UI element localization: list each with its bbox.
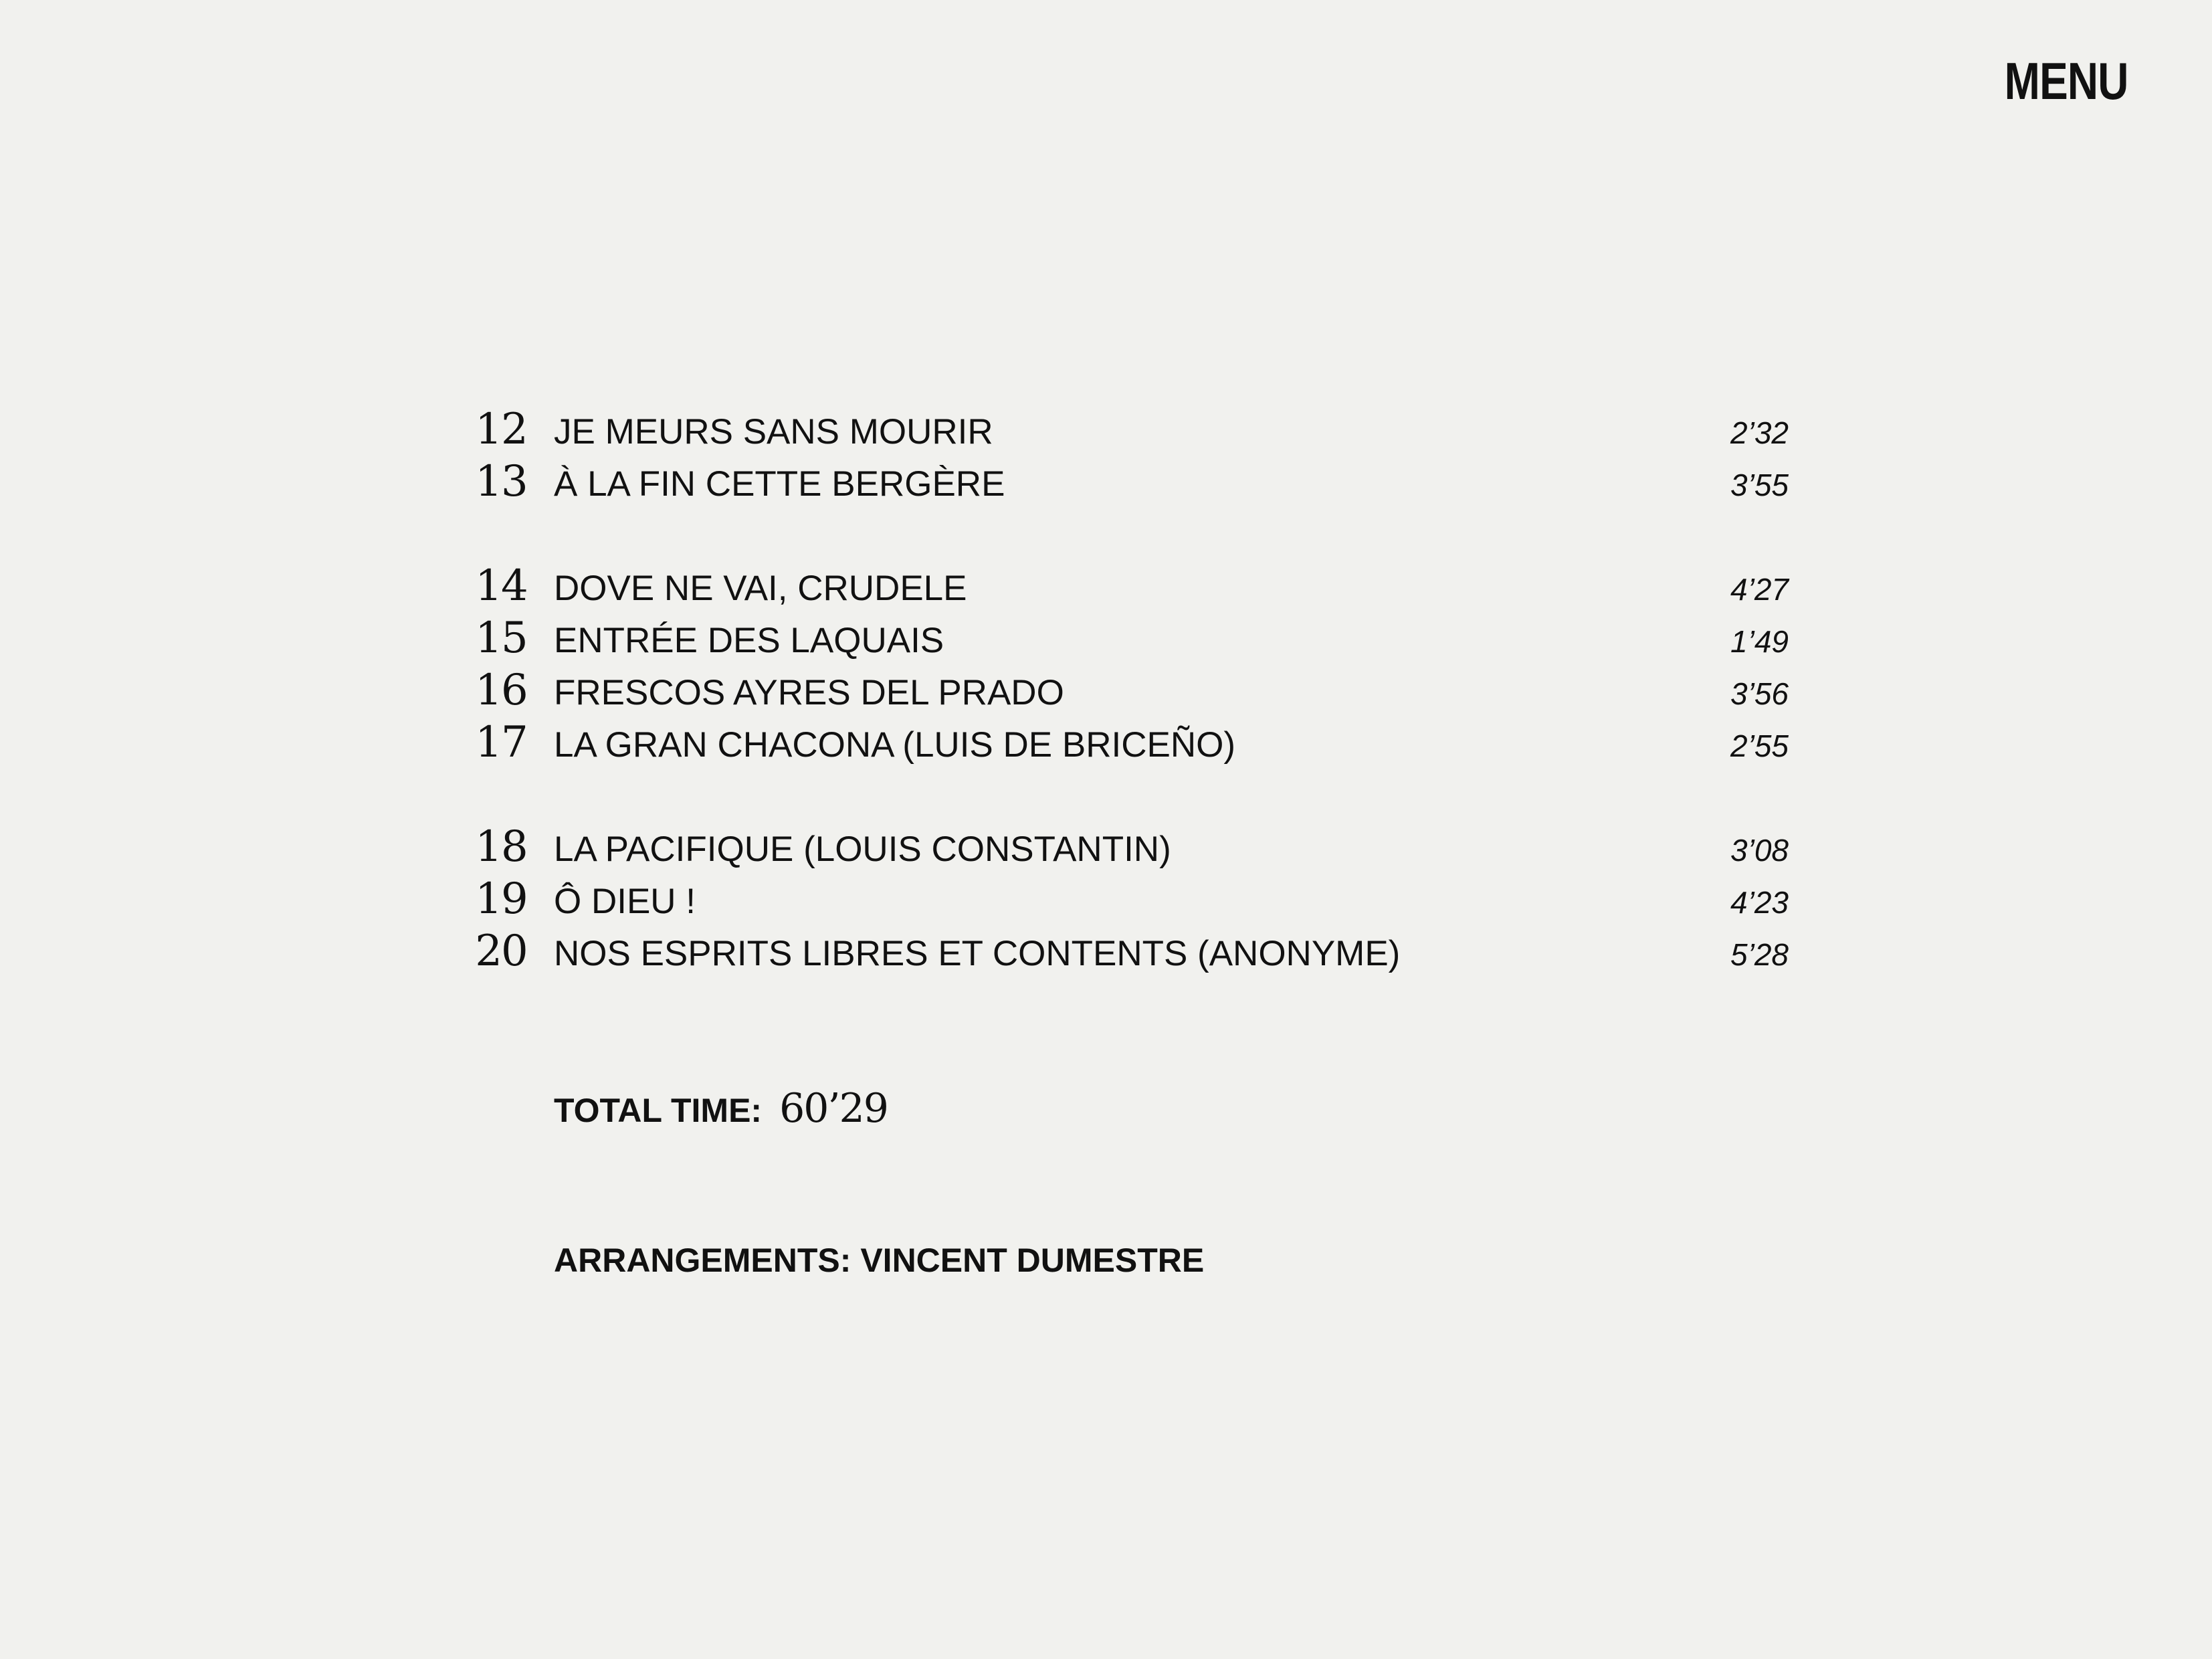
arrangements-credit: ARRANGEMENTS: VINCENT DUMESTRE	[554, 1242, 1205, 1279]
track-duration: 3’08	[1730, 833, 1789, 868]
total-time-value: 60’29	[779, 1085, 888, 1132]
menu-button[interactable]: MENU	[2004, 52, 2128, 110]
track-duration: 5’28	[1730, 937, 1789, 972]
track-duration: 3’56	[1730, 676, 1789, 711]
track-number: 16	[475, 666, 527, 715]
track-row[interactable]	[448, 822, 1793, 874]
track-row[interactable]	[448, 405, 1793, 457]
track-number: 15	[475, 613, 527, 663]
track-duration: 1’49	[1730, 624, 1789, 659]
track-row[interactable]	[448, 457, 1793, 509]
total-time	[554, 1085, 888, 1132]
track-duration: 2’32	[1730, 415, 1789, 450]
track-row[interactable]	[448, 718, 1793, 770]
total-time-label: TOTAL TIME:	[554, 1092, 763, 1129]
track-row[interactable]	[448, 666, 1793, 718]
track-title[interactable]: JE MEURS SANS MOURIR	[554, 412, 993, 452]
track-title[interactable]: NOS ESPRITS LIBRES ET CONTENTS (ANONYME)	[554, 934, 1401, 973]
track-number: 13	[475, 457, 527, 506]
track-number: 18	[475, 822, 527, 872]
track-title[interactable]: DOVE NE VAI, CRUDELE	[554, 569, 967, 608]
track-group-1	[448, 405, 1793, 509]
track-row[interactable]	[448, 613, 1793, 666]
track-group-2	[448, 561, 1793, 770]
track-title[interactable]: ENTRÉE DES LAQUAIS	[554, 621, 944, 660]
track-number: 14	[475, 561, 527, 611]
track-duration: 3’55	[1730, 468, 1789, 502]
track-title[interactable]: FRESCOS AYRES DEL PRADO	[554, 673, 1064, 712]
track-row[interactable]	[448, 874, 1793, 926]
track-title[interactable]: LA GRAN CHACONA (LUIS DE BRICEÑO)	[554, 725, 1235, 765]
track-title[interactable]: Ô DIEU !	[554, 882, 696, 921]
track-duration: 4’27	[1730, 572, 1789, 607]
track-title[interactable]: À LA FIN CETTE BERGÈRE	[554, 464, 1005, 504]
tracklist	[448, 405, 1793, 1031]
track-duration: 2’55	[1730, 728, 1789, 763]
track-number: 17	[475, 718, 527, 767]
track-title[interactable]: LA PACIFIQUE (LOUIS CONSTANTIN)	[554, 830, 1171, 869]
track-row[interactable]	[448, 561, 1793, 613]
track-number: 19	[475, 874, 527, 924]
track-row[interactable]	[448, 926, 1793, 979]
track-number: 20	[475, 926, 527, 976]
track-group-3	[448, 822, 1793, 979]
track-number: 12	[475, 405, 527, 454]
track-duration: 4’23	[1730, 885, 1789, 920]
